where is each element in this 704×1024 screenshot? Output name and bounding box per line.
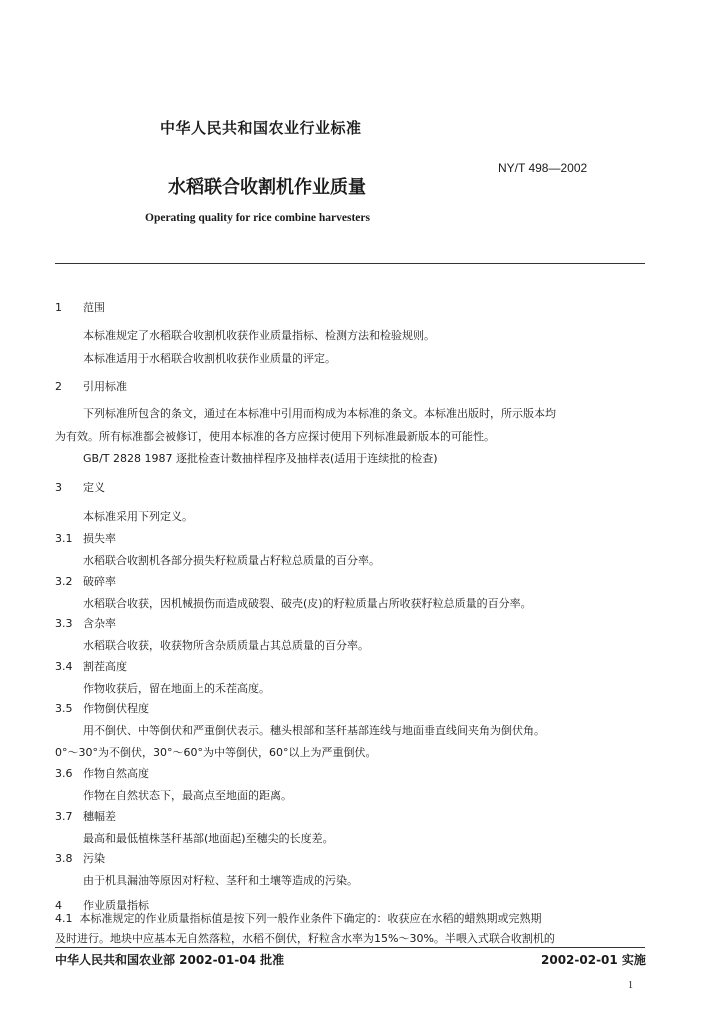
section-3-heading: [55, 479, 105, 495]
term-label: 作物自然高度: [83, 767, 149, 780]
term-label: 损失率: [83, 532, 116, 545]
clause-number: 3.5: [55, 702, 73, 715]
definition-term: [55, 850, 105, 866]
footer-divider: [55, 947, 645, 948]
definition-text: 作物在自然状态下，最高点至地面的距离。: [83, 789, 292, 802]
header-divider: [55, 263, 645, 264]
term-label: 作物倒伏程度: [83, 702, 149, 715]
definition-text: 由于机具漏油等原因对籽粒、茎秆和土壤等造成的污染。: [83, 874, 358, 887]
paragraph: 本标准采用下列定义。: [83, 510, 193, 523]
section-title: 引用标准: [83, 380, 127, 393]
section-title: 定义: [83, 481, 105, 494]
section-number: 3: [55, 481, 62, 494]
clause-number: 3.1: [55, 532, 73, 545]
section-number: 2: [55, 380, 62, 393]
clause-text: 本标准规定的作业质量指标值是按下列一般作业条件下确定的：收获应在水稻的蜡熟期或完熟期: [79, 912, 542, 925]
definition-text: 水稻联合收获，收获物所含杂质质量占其总质量的百分率。: [83, 639, 369, 652]
clause-4-1-line-2: 及时进行。地块中应基本无自然落粒，水稻不倒伏，籽粒含水率为15%～30%。半喂入式联合收割机的: [55, 932, 555, 945]
title-english: Operating quality for rice combine harvesters: [145, 212, 370, 224]
definition-term: [55, 573, 116, 589]
clause-number: 3.3: [55, 617, 73, 630]
paragraph: 下列标准所包含的条文，通过在本标准中引用而构成为本标准的条文。本标准出版时，所示版本均: [83, 407, 556, 420]
definition-term: [55, 808, 116, 824]
effective-date: 2002-02-01 实施: [541, 953, 646, 967]
section-2-heading: [55, 378, 127, 394]
definition-text: 最高和最低植株茎秆基部(地面起)至穗尖的长度差。: [83, 832, 334, 845]
definition-text: 水稻联合收获，因机械损伤而造成破裂、破壳(皮)的籽粒质量占所收获籽粒总质量的百分率。: [83, 597, 532, 610]
section-number: 1: [55, 301, 62, 314]
definition-term: [55, 530, 116, 546]
issuing-authority: 中华人民共和国农业行业标准: [160, 119, 362, 137]
definition-text: 0°～30°为不倒伏，30°～60°为中等倒伏，60°以上为严重倒伏。: [55, 746, 377, 759]
section-title: 范围: [83, 301, 105, 314]
clause-number: 3.8: [55, 852, 73, 865]
clause-number: 3.7: [55, 810, 73, 823]
definition-term: [55, 765, 149, 781]
reference-entry: GB/T 2828 1987 逐批检查计数抽样程序及抽样表(适用于连续批的检查): [83, 452, 438, 465]
definition-term: [55, 700, 149, 716]
term-label: 穗幅差: [83, 810, 116, 823]
section-1-heading: [55, 299, 105, 315]
term-label: 污染: [83, 852, 105, 865]
clause-4-1-line-1: [55, 910, 542, 926]
clause-number: 4.1: [55, 912, 73, 925]
term-label: 破碎率: [83, 575, 116, 588]
section-title: 作业质量指标: [83, 899, 149, 912]
term-label: 割茬高度: [83, 660, 127, 673]
paragraph: 本标准适用于水稻联合收割机收获作业质量的评定。: [83, 352, 336, 365]
page-number: 1: [628, 980, 633, 991]
definition-text: 用不倒伏、中等倒伏和严重倒伏表示。穗头根部和茎秆基部连线与地面垂直线间夹角为倒伏角。: [83, 724, 545, 737]
definition-text: 作物收获后，留在地面上的禾茬高度。: [83, 682, 270, 695]
title-chinese: 水稻联合收割机作业质量: [168, 177, 366, 198]
clause-number: 3.6: [55, 767, 73, 780]
definition-term: [55, 615, 116, 631]
clause-number: 3.2: [55, 575, 73, 588]
paragraph: 本标准规定了水稻联合收割机收获作业质量指标、检测方法和检验规则。: [83, 329, 435, 342]
clause-number: 3.4: [55, 660, 73, 673]
standard-number: NY/T 498—2002: [498, 161, 588, 175]
paragraph: 为有效。所有标准都会被修订，使用本标准的各方应探讨使用下列标准最新版本的可能性。: [55, 430, 495, 443]
term-label: 含杂率: [83, 617, 116, 630]
section-number: 4: [55, 899, 62, 912]
definition-text: 水稻联合收割机各部分损失籽粒质量占籽粒总质量的百分率。: [83, 554, 380, 567]
definition-term: [55, 658, 127, 674]
approval-date: 中华人民共和国农业部 2002-01-04 批准: [55, 953, 285, 967]
